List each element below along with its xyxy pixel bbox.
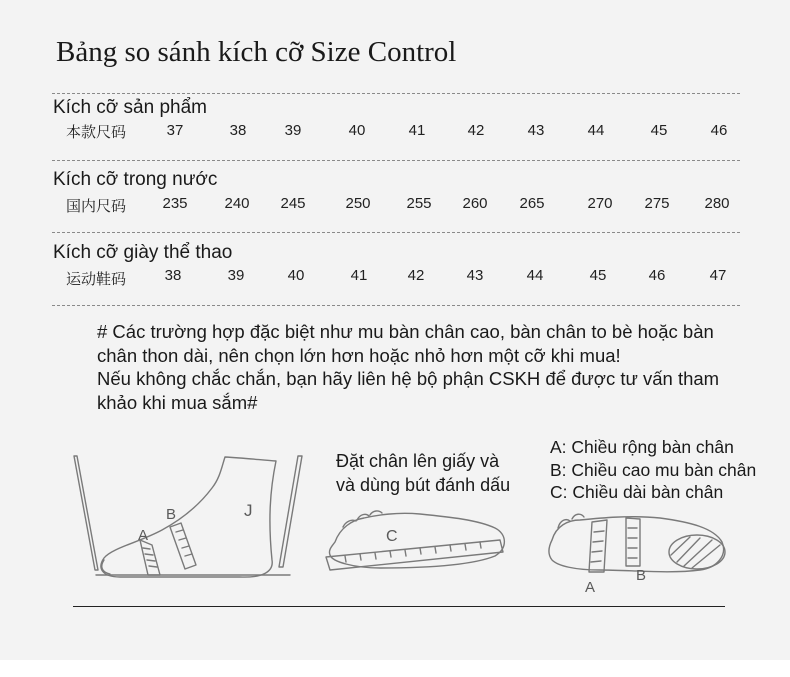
size-cell: 41 [408,122,426,139]
size-cell: 45 [650,122,668,139]
note-line: Nếu không chắc chắn, bạn hãy liên hệ bộ phận CSKH để được tư vấn tham [97,368,720,389]
page-title: Bảng so sánh kích cỡ Size Control [56,36,457,68]
row-label-domestic-size: 国内尺码 [66,198,127,215]
row-label-product-size: 本款尺码 [66,124,127,141]
size-cell: 39 [227,267,245,284]
note-line: # Các trường hợp đặc biệt như mu bàn chân cao, bàn chân to bè hoặc bàn [97,321,714,342]
size-cell: 245 [280,195,306,212]
size-cell: 39 [284,122,302,139]
note-line: khảo khi mua sắm# [97,391,258,413]
size-cell: 265 [519,195,545,212]
size-cell: 270 [587,195,613,212]
size-cell: 42 [407,267,425,284]
height-band-sole-b [626,518,640,566]
size-cell: 255 [406,195,432,212]
size-cell: 38 [229,122,247,139]
size-cell: 260 [462,195,488,212]
measure-board-right [279,456,302,567]
size-cell: 43 [527,122,545,139]
row-label-sneaker-size: 运动鞋码 [66,271,127,288]
size-cell: 40 [287,267,305,284]
label-a: A [138,527,149,544]
size-cell: 44 [526,267,544,284]
size-cell: 46 [710,122,728,139]
instruction-line: và dùng bút đánh dấu [336,475,511,495]
size-cell: 46 [648,267,666,284]
label-j: J [244,501,253,520]
section-label-sneaker-size: Kích cỡ giày thể thao [53,242,233,263]
size-cell: 38 [164,267,182,284]
size-cell: 43 [466,267,484,284]
section-label-product-size: Kích cỡ sản phẩm [53,97,207,118]
size-cell: 240 [224,195,250,212]
size-cell: 41 [350,267,368,284]
width-band-a [140,540,160,575]
legend-width: A: Chiều rộng bàn chân [550,437,734,457]
note-line: chân thon dài, nên chọn lớn hơn hoặc nhỏ hơn một cỡ khi mua! [97,344,621,366]
size-cell: 47 [709,267,727,284]
size-cell: 45 [589,267,607,284]
size-cell: 280 [704,195,730,212]
bottom-rule [73,606,725,607]
label-b: B [166,506,177,523]
legend-height: B: Chiều cao mu bàn chân [550,459,757,480]
instruction-text [336,449,510,497]
measurement-legend [550,436,756,504]
legend-length: C: Chiều dài bàn chân [550,482,724,502]
size-cell: 40 [348,122,366,139]
instruction-line: Đặt chân lên giấy và [336,451,500,471]
label-sole-a: A [585,579,596,596]
width-band-sole-a [589,520,607,572]
size-cell: 275 [644,195,670,212]
size-cell: 44 [587,122,605,139]
size-cell: 42 [467,122,485,139]
size-cell: 235 [162,195,188,212]
section-label-domestic-size: Kích cỡ trong nước [53,169,218,190]
size-cell: 37 [166,122,184,139]
measure-board-left [74,456,98,570]
size-cell: 250 [345,195,371,212]
label-sole-b: B [636,567,647,584]
footer-strip [0,660,790,677]
label-c: C [386,528,398,545]
